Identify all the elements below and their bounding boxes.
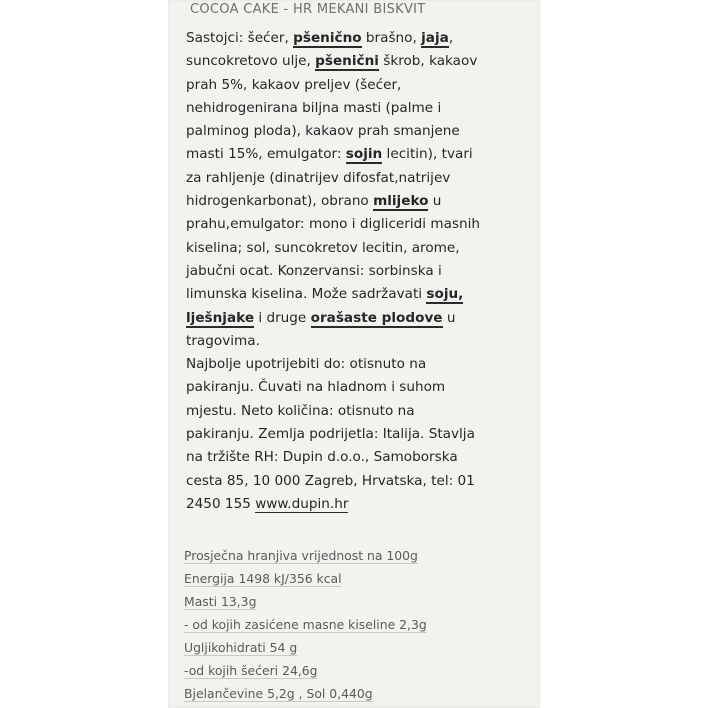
ingredient-line: [186, 50, 534, 73]
allergen-highlight: mlijeko: [373, 193, 429, 210]
ingredient-line: [186, 353, 534, 376]
ingredient-text: u: [442, 309, 456, 326]
ingredient-text: na tržište RH: Dupin d.o.o., Samoborska: [186, 449, 458, 466]
ingredient-text: škrob, kakaov: [378, 53, 478, 70]
website-link[interactable]: www.dupin.hr: [255, 495, 349, 512]
allergen-highlight: lješnjake: [186, 309, 255, 326]
ingredient-text: masti 15%, emulgator:: [186, 146, 346, 163]
allergen-highlight: jaja: [421, 30, 449, 46]
nutrition-row: Ugljikohidrati 54 g: [184, 640, 298, 655]
ingredient-line: [186, 190, 534, 213]
ingredient-text: tragovima.: [186, 332, 260, 349]
ingredient-line: [186, 213, 534, 236]
ingredient-line: [186, 97, 534, 120]
ingredient-line: [186, 376, 534, 399]
ingredient-text: kiselina; sol, suncokretov lecitin, arome,: [186, 239, 460, 256]
product-title: COCOA CAKE - HR MEKANI BISKVIT: [190, 2, 426, 17]
ingredient-text: za rahljenje (dinatrijev difosfat,natrijev: [186, 169, 451, 186]
ingredient-text: brašno,: [361, 30, 422, 46]
allergen-highlight: soju,: [426, 286, 464, 303]
allergen-highlight: sojin: [345, 146, 383, 163]
nutrition-row: Energija 1498 kJ/356 kcal: [184, 571, 342, 586]
ingredient-text: hidrogenkarbonat), obrano: [186, 193, 374, 210]
ingredient-text: limunska kiselina. Može sadržavati: [186, 286, 427, 303]
nutrition-table: [184, 544, 534, 705]
ingredient-line: [186, 330, 534, 353]
ingredient-text: mjestu. Neto količina: otisnuto na: [186, 402, 415, 419]
ingredient-line: [186, 470, 534, 493]
ingredient-line: [186, 74, 534, 97]
allergen-highlight: orašaste plodove: [310, 309, 443, 326]
ingredient-text: pakiranju. Čuvati na hladnom i suhom: [186, 379, 446, 396]
ingredient-text: suncokretovo ulje,: [186, 53, 316, 70]
ingredient-line: [186, 237, 534, 260]
ingredient-text: nehidrogenirana biljna masti (palme i: [186, 99, 442, 116]
nutrition-row: - od kojih zasićene masne kiseline 2,3g: [184, 617, 427, 632]
allergen-highlight: pšenični: [315, 53, 379, 70]
ingredient-line: [186, 167, 534, 190]
nutrition-heading: Prosječna hranjiva vrijednost na 100g: [184, 548, 418, 563]
ingredient-text: 2450 155: [186, 495, 256, 512]
ingredient-text: palminog ploda), kakaov prah smanjene: [186, 123, 460, 140]
ingredient-line: [186, 120, 534, 143]
ingredient-line: [186, 446, 534, 469]
ingredient-text: pakiranju. Zemlja podrijetla: Italija. Stavlja: [186, 426, 475, 443]
ingredient-line: [186, 493, 534, 516]
ingredient-line: [186, 423, 534, 446]
ingredient-line: [186, 283, 534, 306]
ingredient-text: ,: [448, 30, 454, 46]
ingredient-text: Sastojci: šećer,: [186, 30, 294, 46]
ingredient-line: [186, 400, 534, 423]
ingredient-line: [186, 307, 534, 330]
ingredient-text: u: [428, 193, 442, 210]
nutrition-row: Bjelančevine 5,2g , Sol 0,440g: [184, 686, 373, 701]
ingredient-line: [186, 27, 534, 50]
ingredient-text: prahu,emulgator: mono i digliceridi masnih: [186, 216, 481, 233]
ingredient-text: lecitin), tvari: [382, 146, 473, 163]
ingredient-text: Najbolje upotrijebiti do: otisnuto na: [186, 356, 427, 373]
ingredient-line: [186, 260, 534, 283]
ingredient-text: prah 5%, kakaov preljev (šećer,: [186, 76, 402, 93]
ingredient-text: i druge: [254, 309, 311, 326]
ingredient-text: cesta 85, 10 000 Zagreb, Hrvatska, tel: 01: [186, 472, 475, 489]
nutrition-row: -od kojih šećeri 24,6g: [184, 663, 318, 678]
nutrition-row: Masti 13,3g: [184, 594, 257, 609]
allergen-highlight: pšenično: [293, 30, 362, 46]
ingredients-text: [186, 27, 534, 516]
ingredient-line: [186, 143, 534, 166]
ingredient-text: jabučni ocat. Konzervansi: sorbinska i: [186, 262, 442, 279]
